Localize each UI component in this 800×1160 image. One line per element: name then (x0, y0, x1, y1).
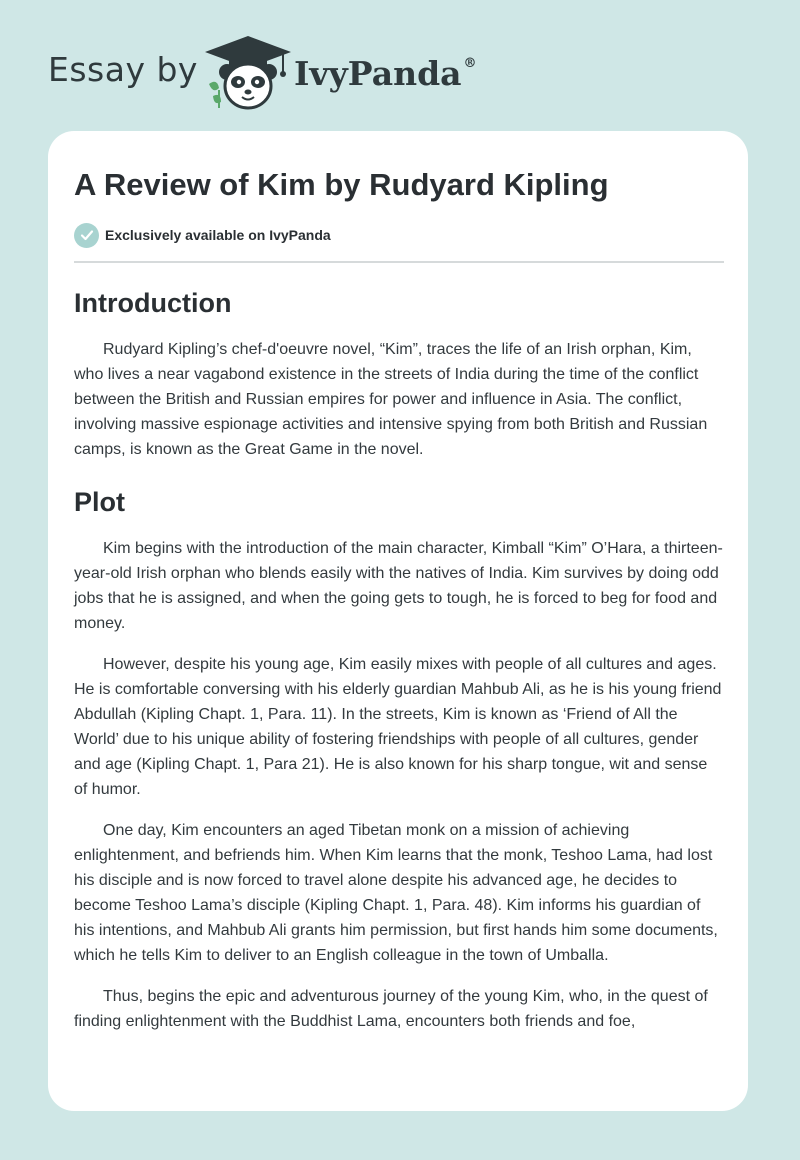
article-title: A Review of Kim by Rudyard Kipling (74, 167, 609, 202)
essay-by-label: Essay by (48, 50, 198, 89)
section-heading-plot: Plot (74, 487, 125, 517)
article-body (74, 281, 724, 1050)
paragraph: Kim begins with the introduction of the main character, Kimball “Kim” O’Hara, a thirteen-year-old Irish orphan who blends easily with the natives of India. Kim survives by doing odd jobs that he is assigned, and when the going gets to tough, he is forced to beg for food and money. (74, 540, 723, 632)
brand-name[interactable]: IvyPanda ® (294, 54, 477, 93)
paragraph: One day, Kim encounters an aged Tibetan monk on a mission of achieving enlightenment, and befriends him. When Kim learns that the monk, Teshoo Lama, had lost his disciple and is now forced to travel alone despite his advanced age, he decides to become Teshoo Lama’s disciple (Kipling Chapt. 1, Para. 48). Kim informs his guardian of his intentions, and Mahbub Ali grants him permission, but first hands him some documents, which he tells Kim to deliver to an English colleague in the town of Umballa. (74, 822, 718, 964)
divider (74, 261, 724, 263)
panda-logo-icon (203, 34, 293, 112)
paragraph: However, despite his young age, Kim easily mixes with people of all cultures and ages. He is comfortable conversing with his elderly guardian Mahbub Ali, as he is his young friend Abdullah (Kipling Chapt. 1, Para. 11). In the streets, Kim is known as ‘Friend of All the World’ due to his unique ability of fostering friendships with people of all cultures, gender and age (Kipling Chapt. 1, Para 21). He is also known for his sharp tongue, wit and sense of humor. (74, 656, 722, 798)
registered-mark: ® (463, 56, 477, 71)
section-heading-introduction: Introduction (74, 288, 232, 318)
exclusive-text: Exclusively available on IvyPanda (105, 227, 331, 243)
article-card (48, 131, 748, 1111)
site-header (48, 30, 568, 110)
paragraph: Thus, begins the epic and adventurous journey of the young Kim, who, in the quest of finding enlightenment with the Buddhist Lama, encounters both friends and foe, (74, 988, 708, 1030)
paragraph: Rudyard Kipling’s chef-d'oeuvre novel, “Kim”, traces the life of an Irish orphan, Kim, who lives a near vagabond existence in the streets of India during the time of the conflict between the British and Russian empires for power and influence in Asia. The conflict, involving massive espionage activities and intensive spying from both British and Russian camps, is known as the Great Game in the novel. (74, 341, 708, 458)
check-icon (74, 223, 99, 248)
exclusive-badge (74, 222, 331, 248)
